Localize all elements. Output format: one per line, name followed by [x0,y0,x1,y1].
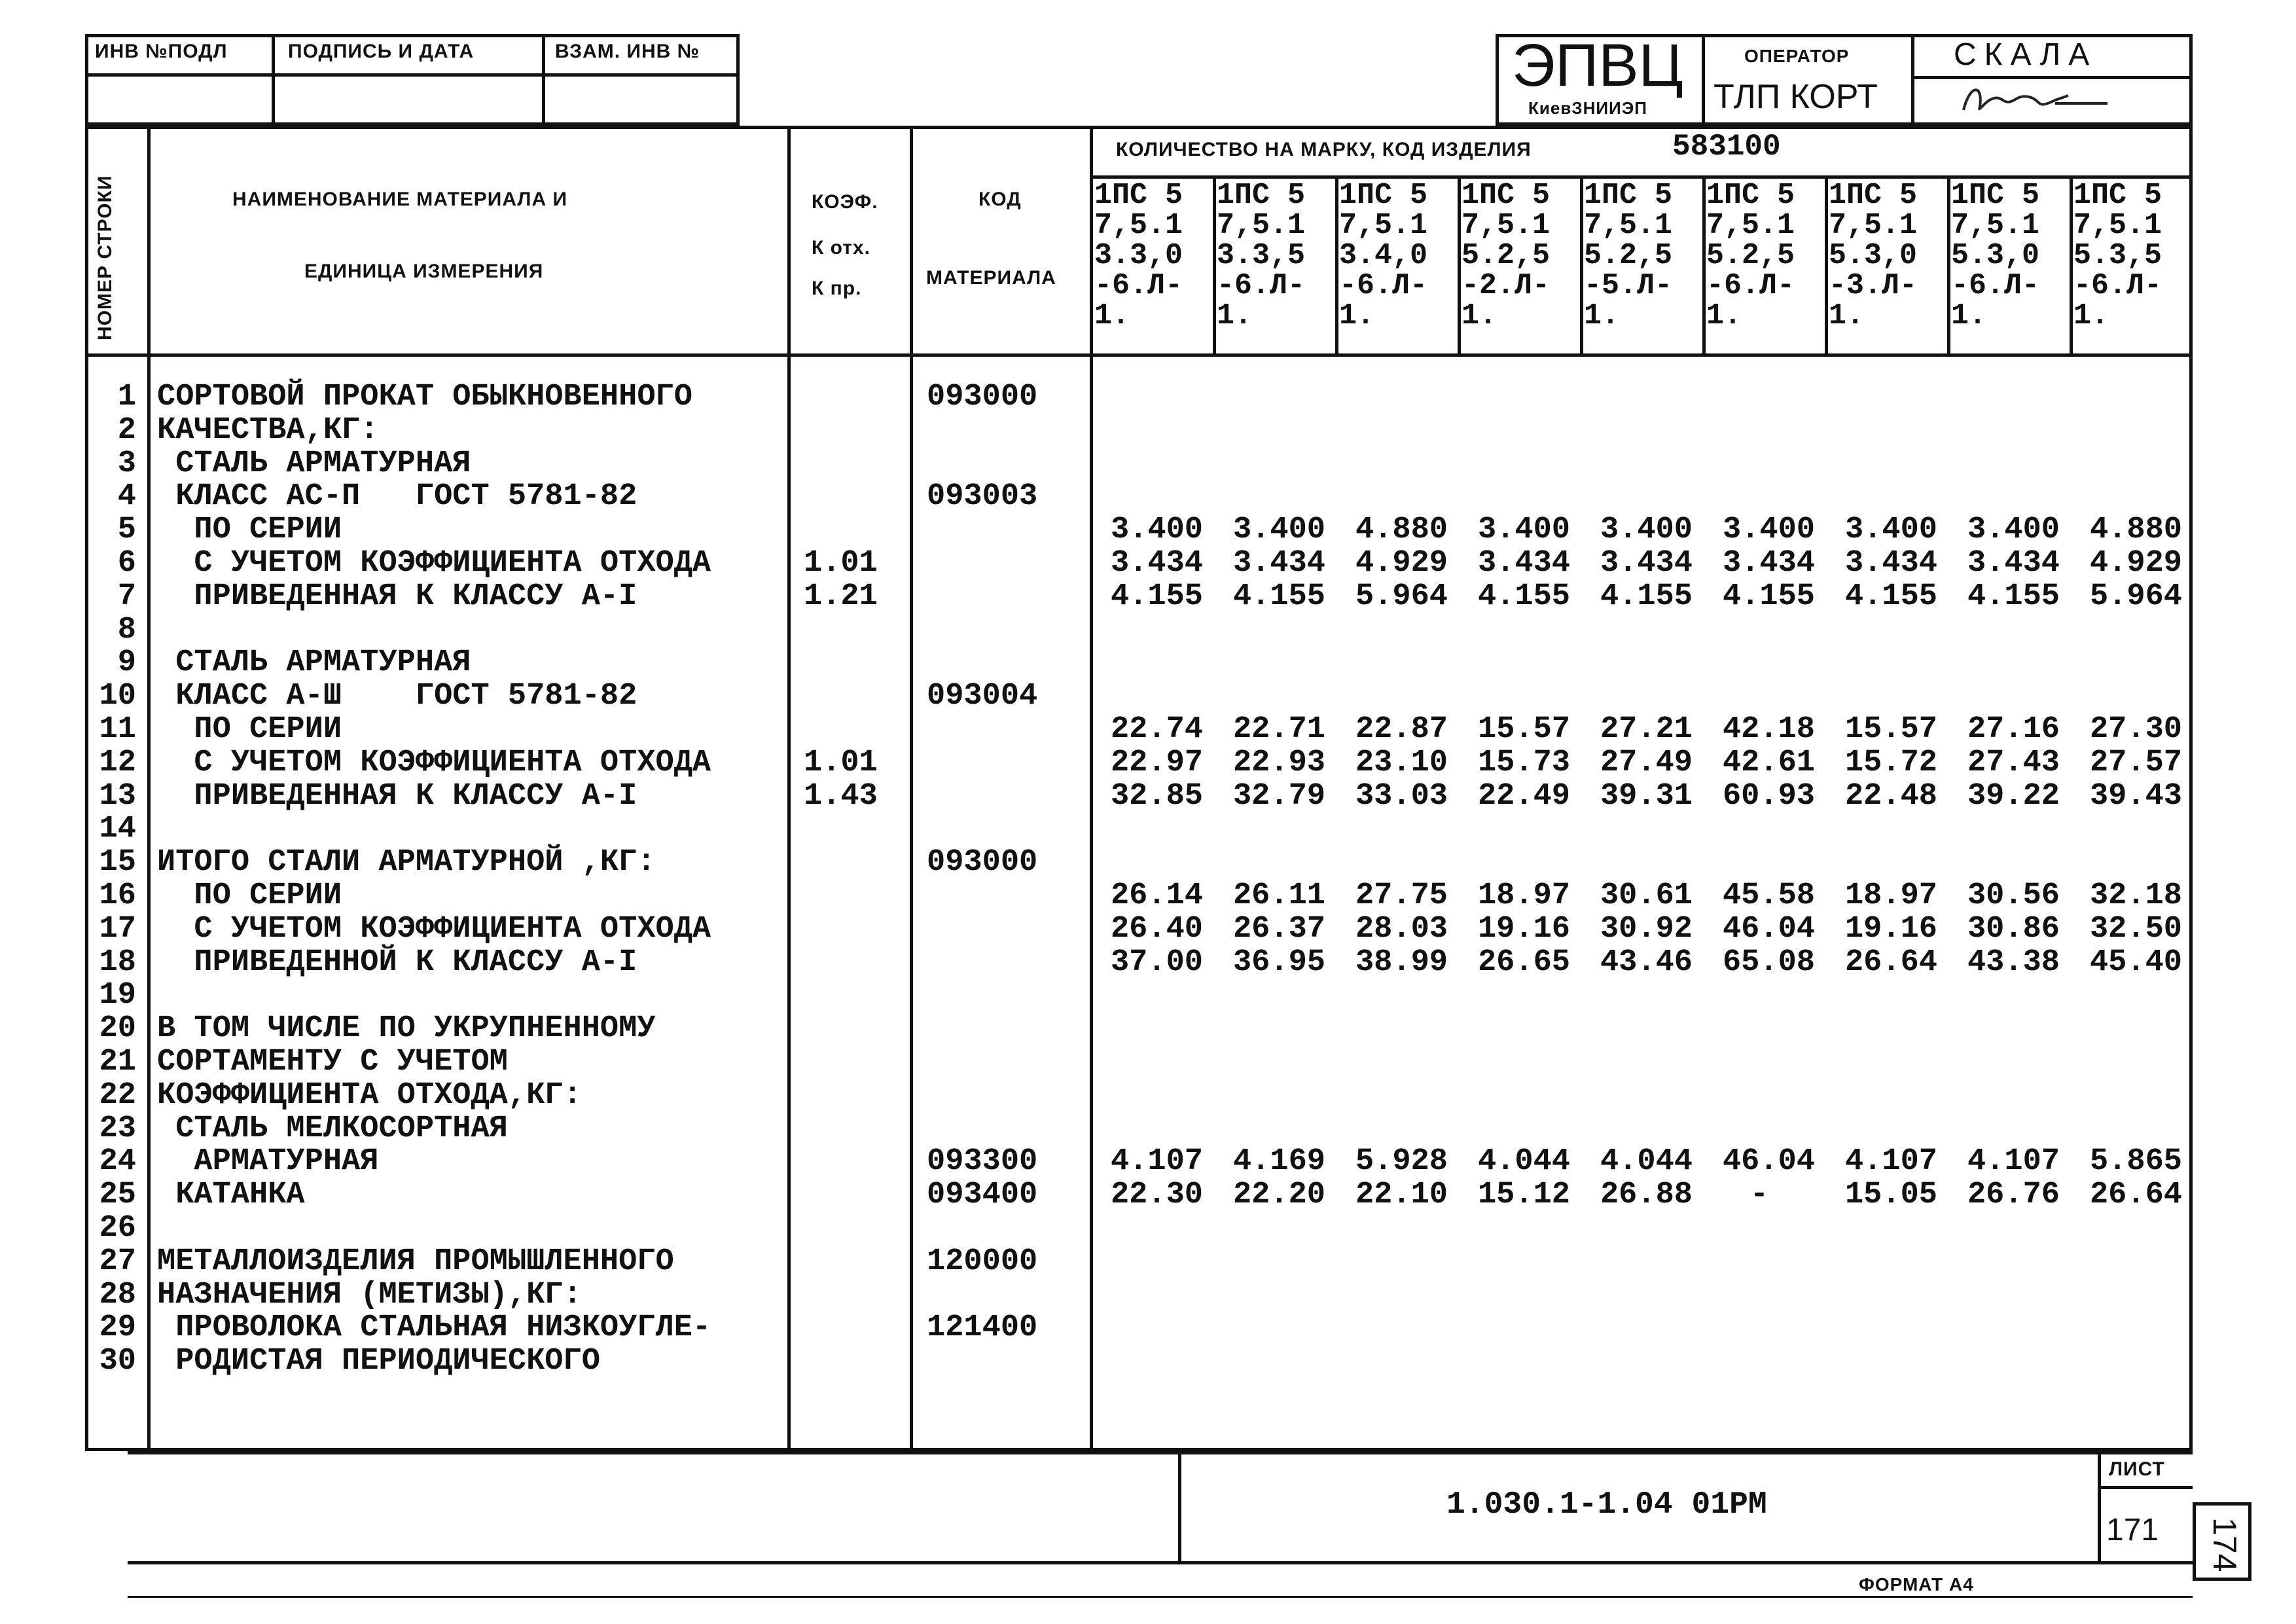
material-name: КАЧЕСТВА,КГ: [157,412,379,448]
material-name: СОРТАМЕНТУ С УЧЕТОМ [157,1045,508,1079]
material-name: ПРИВЕДЕННОЙ К КЛАССУ А-I [157,945,637,980]
row-number: 21 [99,1045,136,1079]
quantity-value: 22.71 [1232,712,1325,747]
quantity-value: 32.85 [1110,778,1203,814]
row-number: 27 [99,1244,136,1279]
material-name: ПРОВОЛОКА СТАЛЬНАЯ НИЗКОУГЛЕ- [157,1310,711,1346]
row-number: 3 [117,446,136,481]
quantity-value: 27.75 [1355,878,1448,913]
footer-top-line [128,1451,2193,1454]
quantity-value: 15.72 [1844,745,1937,780]
material-name: СОРТОВОЙ ПРОКАТ ОБЫКНОВЕННОГО [157,380,692,414]
row-number: 14 [99,812,136,847]
material-name: КОЭФФИЦИЕНТА ОТХОДА,КГ: [157,1077,582,1113]
quantity-value: 27.30 [2089,712,2182,747]
quantity-value: 5.964 [2089,579,2182,614]
quantity-value: 22.93 [1232,745,1325,780]
quantity-value: 15.57 [1477,712,1570,747]
quantity-value: 4.169 [1232,1144,1325,1180]
list-label: ЛИСТ [2109,1458,2165,1480]
row-number: 29 [99,1310,136,1346]
material-name: РОДИСТАЯ ПЕРИОДИЧЕСКОГО [157,1344,600,1379]
quantity-value: 15.57 [1844,712,1937,747]
quantity-value: 22.10 [1355,1178,1448,1213]
quantity-value: 28.03 [1355,911,1448,947]
material-name: В ТОМ ЧИСЛЕ ПО УКРУПНЕННОМУ [157,1011,656,1047]
koef-value: 1.43 [804,778,878,814]
header-qty-label: КОЛИЧЕСТВО НА МАРКУ, КОД ИЗДЕЛИЯ [1116,139,1532,160]
row-number: 17 [99,911,136,947]
material-code: 093003 [927,479,1038,514]
row-number: 12 [99,745,136,780]
quantity-value: 3.434 [1967,546,2060,581]
material-name: ПРИВЕДЕННАЯ К КЛАССУ А-I [157,778,637,814]
quantity-value: 4.155 [1477,579,1570,614]
material-name: МЕТАЛЛОИЗДЕЛИЯ ПРОМЫШЛЕННОГО [157,1244,674,1279]
quantity-value: 4.880 [1355,513,1448,548]
header-code-line1: КОД [978,189,1022,210]
material-name: АРМАТУРНАЯ [157,1144,379,1180]
quantity-value: 26.88 [1600,1178,1693,1213]
quantity-value: 3.400 [1232,513,1325,548]
quantity-value: 4.929 [2089,546,2182,581]
quantity-value: 30.86 [1967,911,2060,947]
row-number: 20 [99,1011,136,1047]
material-code: 121400 [927,1310,1038,1346]
quantity-value: 26.37 [1232,911,1325,947]
product-col-divider [1702,175,1706,353]
quantity-value: 22.97 [1110,745,1203,780]
quantity-value: 60.93 [1722,778,1815,814]
operator-label: ОПЕРАТОР [1744,46,1850,66]
quantity-value: 22.20 [1232,1178,1325,1213]
product-header-cell: 1ПС 5 7,5.1 5.2,5 -5.Л- 1. [1584,179,1673,333]
doc-code: 1.030.1-1.04 01РМ [1446,1487,1767,1523]
quantity-value: 32.50 [2089,911,2182,947]
quantity-value: 26.64 [2089,1178,2182,1213]
quantity-value: 5.928 [1355,1144,1448,1180]
material-name: С УЧЕТОМ КОЭФФИЦИЕНТА ОТХОДА [157,546,711,581]
row-number: 1 [117,380,136,414]
product-header-cell: 1ПС 5 7,5.1 3.3,5 -6.Л- 1. [1217,179,1306,333]
format-label: ФОРМАТ А4 [1859,1574,1974,1595]
quantity-value: 43.38 [1967,945,2060,980]
quantity-value: 22.87 [1355,712,1448,747]
quantity-value: 19.16 [1477,911,1570,947]
material-code: 093000 [927,845,1038,880]
product-col-divider [1580,175,1583,353]
row-number: 23 [99,1111,136,1146]
quantity-value: 15.05 [1844,1178,1937,1213]
quantity-value: 3.434 [1232,546,1325,581]
row-number: 22 [99,1077,136,1113]
material-name: ПО СЕРИИ [157,878,342,913]
quantity-value: 46.04 [1722,911,1815,947]
quantity-value: 22.49 [1477,778,1570,814]
material-name: ИТОГО СТАЛИ АРМАТУРНОЙ ,КГ: [157,845,656,880]
material-code: 093400 [927,1178,1038,1213]
row-number: 5 [117,513,136,548]
quantity-value: 3.400 [1477,513,1570,548]
row-number: 2 [117,412,136,448]
quantity-value: 42.18 [1722,712,1815,747]
header-name-line2: ЕДИНИЦА ИЗМЕРЕНИЯ [304,261,544,282]
product-col-divider [1213,175,1216,353]
quantity-value: 22.74 [1110,712,1203,747]
quantity-value: 27.21 [1600,712,1693,747]
list-number: 171 [2106,1513,2159,1547]
row-number: 6 [117,546,136,581]
quantity-value: 4.107 [1967,1144,2060,1180]
org-sub: КиевЗНИИЭП [1528,98,1647,118]
row-number: 16 [99,878,136,913]
product-header-cell: 1ПС 5 7,5.1 5.3,5 -6.Л- 1. [2073,179,2162,333]
header-koef-line2: К отх. [812,237,870,259]
quantity-value: 45.58 [1722,878,1815,913]
koef-value: 1.01 [804,745,878,780]
org-divider [1911,34,1914,126]
quantity-value: 27.49 [1600,745,1693,780]
quantity-value: 4.155 [1844,579,1937,614]
row-number: 26 [99,1211,136,1246]
side-number: 174 [2206,1517,2243,1572]
header-koef-line1: КОЭФ. [812,191,878,213]
quantity-value: 22.30 [1110,1178,1203,1213]
quantity-value: 3.400 [1722,513,1815,548]
quantity-value: 4.155 [1110,579,1203,614]
row-number: 4 [117,479,136,514]
quantity-value: 30.92 [1600,911,1693,947]
quantity-value: 30.61 [1600,878,1693,913]
quantity-value: 4.929 [1355,546,1448,581]
row-number: 7 [117,579,136,614]
quantity-value: 27.16 [1967,712,2060,747]
material-name: ПО СЕРИИ [157,513,342,548]
product-header-cell: 1ПС 5 7,5.1 3.3,0 -6.Л- 1. [1094,179,1183,333]
footer-bottom-line [128,1561,2193,1564]
row-number: 19 [99,978,136,1013]
bottom-rule [128,1596,2193,1598]
header-bottom-line [85,353,2193,357]
koef-value: 1.01 [804,546,878,581]
quantity-value: 26.14 [1110,878,1203,913]
material-code: 093004 [927,679,1038,714]
material-name: СТАЛЬ МЕЛКОСОРТНАЯ [157,1111,508,1146]
stamp-podpis-data: ПОДПИСЬ И ДАТА [288,41,475,62]
quantity-value: 37.00 [1110,945,1203,980]
row-number: 8 [117,612,136,647]
material-name: СТАЛЬ АРМАТУРНАЯ [157,446,471,481]
quantity-value: 26.40 [1110,911,1203,947]
product-col-divider [1335,175,1338,353]
header-code-line2: МАТЕРИАЛА [926,267,1056,289]
quantity-value: 26.11 [1232,878,1325,913]
quantity-value: 42.61 [1722,745,1815,780]
footer-divider [1178,1451,1181,1562]
product-header-cell: 1ПС 5 7,5.1 5.2,5 -6.Л- 1. [1706,179,1795,333]
quantity-value: 3.434 [1110,546,1203,581]
signature-mark [1957,77,2114,123]
operator-value: ТЛП КОРТ [1713,78,1878,116]
quantity-value: 15.73 [1477,745,1570,780]
quantity-value: 27.57 [2089,745,2182,780]
quantity-value: 30.56 [1967,878,2060,913]
stamp-divider [542,34,545,126]
product-col-divider [1825,175,1828,353]
stamp-divider [272,34,275,126]
row-number: 24 [99,1144,136,1180]
col-divider-koef [910,126,913,1451]
quantity-value: 4.044 [1600,1144,1693,1180]
material-name: С УЧЕТОМ КОЭФФИЦИЕНТА ОТХОДА [157,745,711,780]
org-divider [1702,34,1705,126]
col-divider-rownum [147,126,151,1451]
row-number: 11 [99,712,136,747]
quantity-value: 15.12 [1477,1178,1570,1213]
koef-value: 1.21 [804,579,878,614]
row-number: 25 [99,1178,136,1213]
quantity-value: 3.400 [1967,513,2060,548]
quantity-value: 18.97 [1477,878,1570,913]
quantity-value: 18.97 [1844,878,1937,913]
quantity-value: 3.434 [1477,546,1570,581]
header-product-code: 583100 [1672,130,1781,164]
quantity-value: 4.107 [1110,1144,1203,1180]
quantity-value: 36.95 [1232,945,1325,980]
material-code: 093300 [927,1144,1038,1180]
quantity-value: 27.43 [1967,745,2060,780]
product-header-cell: 1ПС 5 7,5.1 5.2,5 -2.Л- 1. [1462,179,1551,333]
quantity-value: 4.880 [2089,513,2182,548]
quantity-value: - [1749,1178,1769,1213]
quantity-value: 26.65 [1477,945,1570,980]
org-name: ЭПВЦ [1512,32,1683,99]
row-number: 13 [99,778,136,814]
quantity-value: 22.48 [1844,778,1937,814]
quantity-value: 45.40 [2089,945,2182,980]
material-name: СТАЛЬ АРМАТУРНАЯ [157,645,471,681]
header-koef-line3: К пр. [812,278,862,299]
material-code: 093000 [927,380,1038,414]
quantity-value: 5.964 [1355,579,1448,614]
material-code: 120000 [927,1244,1038,1279]
quantity-value: 4.155 [1232,579,1325,614]
product-header-cell: 1ПС 5 7,5.1 5.3,0 -6.Л- 1. [1951,179,2040,333]
quantity-value: 23.10 [1355,745,1448,780]
quantity-value: 39.22 [1967,778,2060,814]
product-col-divider [1947,175,1950,353]
quantity-value: 33.03 [1355,778,1448,814]
quantity-value: 26.64 [1844,945,1937,980]
material-name: НАЗНАЧЕНИЯ (МЕТИЗЫ),КГ: [157,1277,582,1312]
quantity-value: 4.155 [1600,579,1693,614]
row-number: 10 [99,679,136,714]
quantity-value: 4.155 [1722,579,1815,614]
quantity-value: 5.865 [2089,1144,2182,1180]
material-name: КАТАНКА [157,1178,305,1213]
quantity-value: 4.044 [1477,1144,1570,1180]
quantity-value: 4.107 [1844,1144,1937,1180]
row-number: 15 [99,845,136,880]
quantity-value: 3.434 [1722,546,1815,581]
footer-divider [2098,1486,2193,1489]
material-name: ПО СЕРИИ [157,712,342,747]
quantity-value: 46.04 [1722,1144,1815,1180]
quantity-value: 3.400 [1600,513,1693,548]
stamp-inv-podl: ИНВ №ПОДЛ [95,41,228,62]
product-col-divider [1458,175,1461,353]
product-header-cell: 1ПС 5 7,5.1 3.4,0 -6.Л- 1. [1339,179,1428,333]
quantity-value: 32.79 [1232,778,1325,814]
material-name: КЛАСС АС-П ГОСТ 5781-82 [157,479,637,514]
material-name: КЛАСС А-Ш ГОСТ 5781-82 [157,679,637,714]
quantity-value: 39.31 [1600,778,1693,814]
stamp-divider [85,73,740,77]
quantity-value: 19.16 [1844,911,1937,947]
stamp-vzam-inv: ВЗАМ. ИНВ № [555,41,700,62]
row-number: 28 [99,1277,136,1312]
col-divider-name [787,126,791,1451]
product-header-cell: 1ПС 5 7,5.1 5.3,0 -3.Л- 1. [1829,179,1918,333]
quantity-value: 3.434 [1600,546,1693,581]
material-name: С УЧЕТОМ КОЭФФИЦИЕНТА ОТХОДА [157,911,711,947]
quantity-value: 38.99 [1355,945,1448,980]
product-col-divider [2070,175,2073,353]
skala-label: СКАЛА [1954,37,2098,72]
quantity-value: 3.400 [1110,513,1203,548]
quantity-value: 26.76 [1967,1178,2060,1213]
quantity-value: 32.18 [2089,878,2182,913]
row-number: 18 [99,945,136,980]
quantity-value: 3.400 [1844,513,1937,548]
header-name-line1: НАИМЕНОВАНИЕ МАТЕРИАЛА И [232,189,568,210]
row-number: 30 [99,1344,136,1379]
quantity-value: 4.155 [1967,579,2060,614]
row-number: 9 [117,645,136,681]
footer-divider [2098,1451,2101,1562]
quantity-value: 39.43 [2089,778,2182,814]
header-row-no: НОМЕР СТРОКИ [94,175,116,340]
quantity-value: 43.46 [1600,945,1693,980]
quantity-value: 65.08 [1722,945,1815,980]
material-name: ПРИВЕДЕННАЯ К КЛАССУ А-I [157,579,637,614]
quantity-value: 3.434 [1844,546,1937,581]
